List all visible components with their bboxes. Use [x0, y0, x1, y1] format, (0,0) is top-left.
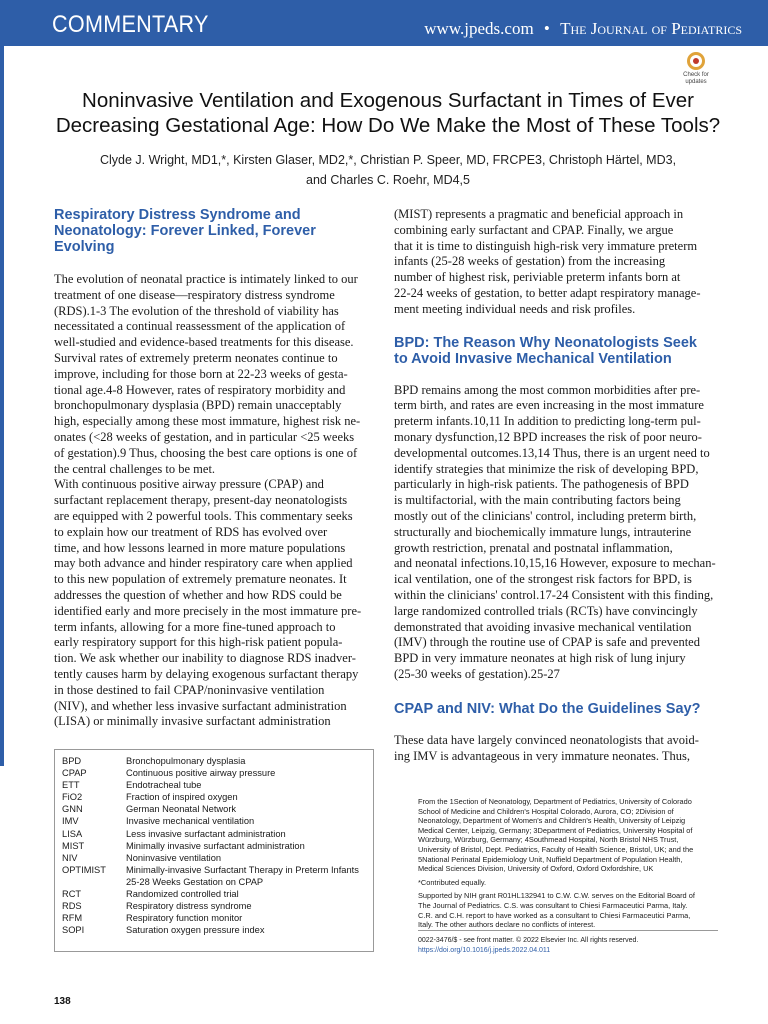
paragraph-line: The evolution of neonatal practice is intimately linked to our: [54, 272, 358, 286]
paragraph-line: BPD remains among the most common morbidities after pre-: [394, 382, 701, 397]
journal-name: The Journal of Pediatrics: [560, 19, 742, 38]
disclosure-line: C.R. and C.H. report to have worked as a consultant to Chiesi Farmaceutici Parma,: [418, 910, 691, 920]
abbreviation-row: [62, 755, 373, 767]
paragraph-line: term infants, allowing for a more fine-tuned approach to: [54, 619, 336, 634]
paragraph-line: in those destined to fail CPAP/noninvasive ventilation: [54, 682, 325, 697]
title-line: Decreasing Gestational Age: How Do We Make the Most of These Tools?: [55, 114, 721, 137]
paragraph-line: that it is time to distinguish high-risk very immature preterm: [394, 238, 698, 253]
author-list: [48, 150, 728, 190]
journal-line: [424, 20, 742, 37]
paragraph-line: identified early and more precisely in the most immature pre-: [54, 603, 362, 618]
abbreviation-term: SOPI: [62, 925, 85, 936]
body-text-cpap: [394, 733, 718, 765]
paragraph-line: necessitated a continual reassessment of the application of: [54, 319, 346, 334]
copyright-text: 0022-3476/$ - see front matter. © 2022 Elsevier Inc. All rights reserved.: [418, 937, 639, 944]
abbreviation-term: FiO2: [62, 792, 83, 803]
paragraph-line: number of highest risk, periviable preterm infants born at: [394, 270, 681, 285]
paragraph-line: Survival rates of extremely preterm neonates continue to: [54, 350, 338, 365]
paragraph-line: well-studied and evidence-based treatments for this disease.: [54, 335, 354, 350]
doi-link[interactable]: https://doi.org/10.1016/j.jpeds.2022.04.011: [418, 947, 551, 954]
check-for-updates-badge[interactable]: [676, 52, 716, 88]
abbreviation-definition: Minimally invasive surfactant administration: [126, 840, 305, 851]
section-label: COMMENTARY: [52, 11, 209, 38]
abbreviation-row: [62, 900, 373, 912]
paragraph-line: the central challenges to be met.: [54, 461, 216, 476]
abbreviation-row: [62, 791, 373, 803]
badge-line1: Check for: [683, 72, 709, 78]
abbreviation-definition: 25-28 Weeks Gestation on CPAP: [126, 876, 264, 887]
paragraph-line: mostly out of the clinicians' control, including preterm birth,: [394, 508, 697, 523]
right-column: [394, 207, 718, 764]
author-footnote: [418, 797, 718, 934]
abbreviation-row: [62, 852, 373, 864]
paragraph-line: of gestation).9 Thus, choosing the best care options is one of: [54, 445, 358, 460]
abbreviation-row: [62, 803, 373, 815]
abbreviation-definition: Noninvasive ventilation: [126, 852, 222, 863]
abbreviation-term: [62, 876, 126, 888]
paragraph-line: With continuous positive airway pressure (CPAP) and: [54, 477, 324, 492]
abbreviation-term: RCT: [62, 889, 82, 900]
affiliations: [418, 797, 718, 874]
abbreviation-term: ETT: [62, 780, 80, 791]
abbreviation-definition: German Neonatal Network: [126, 804, 237, 815]
abbreviation-row: [62, 767, 373, 779]
paragraph-line: onates (<28 weeks of gestation, and in particular <25 weeks: [54, 429, 355, 444]
abbreviation-definition: Endotracheal tube: [126, 780, 202, 791]
abbreviation-definition: Randomized controlled trial: [126, 889, 239, 900]
abbreviation-term: OPTIMIST: [62, 864, 106, 875]
abbreviation-row: [62, 888, 373, 900]
abbreviation-definition: Respiratory function monitor: [126, 913, 243, 924]
paragraph-line: ing IMV is advantageous in very immature neonates. Thus,: [394, 748, 691, 763]
paragraph-line: are equipped with 2 powerful tools. This commentary seeks: [54, 508, 353, 523]
paragraph-line: bronchopulmonary dysplasia (BPD) remain unacceptably: [54, 398, 342, 413]
section-heading-cpap: CPAP and NIV: What Do the Guidelines Say?: [394, 700, 701, 717]
paragraph-line: (NIV), and whether less invasive surfactant administration: [54, 698, 347, 713]
abbreviation-definition: Minimally-invasive Surfactant Therapy in Preterm Infants: [126, 864, 359, 875]
footnote-divider: [418, 930, 718, 931]
paragraph-line: monary dysfunction,12 BPD increases the risk of poor neuro-: [394, 429, 702, 444]
abbreviation-row: [62, 815, 373, 827]
copyright-block: [418, 936, 718, 956]
paragraph-line: improve, including for those born at 22-23 weeks of gesta-: [54, 366, 348, 381]
paragraph-line: ment meeting individual needs and risk profiles.: [394, 301, 636, 316]
paragraph-line: growth restriction, prenatal and postnatal inflammation,: [394, 540, 673, 555]
abbreviation-term: RFM: [62, 913, 83, 924]
abbreviation-definition: Continuous positive airway pressure: [126, 768, 276, 779]
abbreviation-definition: Bronchopulmonary dysplasia: [126, 756, 246, 766]
paragraph-line: early respiratory support for this high-risk patient popula-: [54, 635, 343, 650]
disclosure-line: Italy. The other authors declare no conflicts of interest.: [418, 920, 596, 930]
paragraph-line: to this new population of extremely premature neonates. It: [54, 572, 347, 587]
section-heading-rds: Respiratory Distress Syndrome and Neonatology: Forever Linked, Forever Evolving: [54, 207, 316, 255]
paragraph-line: tion. We ask whether our inability to diagnose RDS inadver-: [54, 651, 356, 666]
abbreviation-term: BPD: [62, 756, 82, 766]
left-column: [54, 207, 378, 730]
paragraph-line: surfactant replacement therapy, present-day neonatologists: [54, 493, 348, 508]
abbreviation-term: MIST: [62, 840, 85, 851]
paragraph-line: preterm infants.10,11 In addition to predicting long-term pul-: [394, 414, 701, 429]
abbreviation-term: RDS: [62, 901, 82, 912]
paragraph-line: addresses the question of whether and how RDS could be: [54, 587, 342, 602]
paragraph-line: time, and how lessons learned in more mature populations: [54, 540, 346, 555]
separator-dot: •: [543, 19, 550, 38]
author-line: and Charles C. Roehr, MD4,5: [306, 173, 470, 187]
paragraph-line: (MIST) represents a pragmatic and beneficial approach in: [394, 207, 684, 221]
abbreviations-box: [54, 749, 374, 952]
paragraph-line: high, especially among these most immature, highest risk ne-: [54, 414, 361, 429]
paragraph-line: 22-24 weeks of gestation, to better adapt respiratory manage-: [394, 285, 701, 300]
body-text-bpd: [394, 383, 718, 683]
abbreviation-row: [62, 828, 373, 840]
paragraph-line: particularly in high-risk patients. The pathogenesis of BPD: [394, 477, 689, 492]
funding-disclosure: [418, 891, 718, 929]
abbreviation-definition: Fraction of inspired oxygen: [126, 792, 238, 803]
paragraph-line: BPD in very immature neonates at high risk of lung injury: [394, 651, 686, 666]
paragraph-line: identify strategies that minimize the risk of developing BPD,: [394, 461, 699, 476]
paragraph-line: (LISA) or minimally invasive surfactant administration: [54, 714, 331, 729]
abbreviation-row: [62, 840, 373, 852]
title-line: Noninvasive Ventilation and Exogenous Surfactant in Times of Ever: [82, 89, 694, 112]
check-updates-icon: [687, 52, 705, 70]
abbreviation-term: GNN: [62, 804, 83, 815]
paragraph-line: is multifactorial, with the main contributing factors being: [394, 493, 681, 508]
paragraph-line: to explain how our treatment of RDS has evolved over: [54, 524, 328, 539]
disclosure-line: Supported by NIH grant R01HL132941 to C.W. C.W. serves on the Editorial Board of: [418, 891, 695, 901]
paragraph-line: may both advance and hinder respiratory care when applied: [54, 556, 353, 571]
paragraph-line: (25-30 weeks of gestation).25-27: [394, 666, 560, 681]
paragraph-line: (IMV) through the routine use of CPAP is safe and prevented: [394, 635, 700, 650]
affiliation-line: Neonatology, Department of Women's and Children's Health, University of Leipzig: [418, 816, 686, 826]
body-text-left: [54, 272, 378, 730]
abbreviation-row: [62, 912, 373, 924]
author-line: Clyde J. Wright, MD1,*, Kirsten Glaser, MD2,*, Christian P. Speer, MD, FRCPE3, Christoph Härtel, MD3,: [99, 153, 677, 167]
paragraph-line: (RDS).1-3 The evolution of the threshold of viability has: [54, 303, 339, 318]
affiliation-line: University of Bristol, Dept. Pediatrics, Faculty of Health Science, Bristol, UK; and the: [418, 844, 694, 854]
badge-line2: updates: [685, 79, 707, 85]
paragraph-line: and neonatal infections.10,15,16 However, exposure to mechan-: [394, 556, 716, 571]
paragraph-line: large randomized controlled trials (RCTs) have convincingly: [394, 603, 698, 618]
site-url[interactable]: www.jpeds.com: [424, 19, 534, 38]
disclosure-line: The Journal of Pediatrics. C.S. was consultant to Chiesi Farmaceutici Parma, Italy.: [418, 900, 688, 910]
affiliation-line: Medical Center, Leipzig, Germany; 3Department of Pediatrics, University Hospital of: [418, 825, 693, 835]
paragraph-line: within the clinicians' control.17-24 Consistent with this finding,: [394, 587, 714, 602]
abbreviation-term: IMV: [62, 816, 79, 827]
abbreviation-row: [62, 779, 373, 791]
affiliation-line: School of Medicine and Children's Hospital Colorado, Aurora, CO; 2Division of: [418, 806, 674, 816]
affiliation-line: Würzburg, Würzburg, Germany; 4Southmead Hospital, North Bristol NHS Trust,: [418, 835, 679, 845]
abbreviation-definition: Saturation oxygen pressure index: [126, 925, 265, 936]
paragraph-line: These data have largely convinced neonatologists that avoid-: [394, 732, 699, 747]
paragraph-line: term birth, and rates are even increasing in the most immature: [394, 398, 704, 413]
affiliation-line: From the 1Section of Neonatology, Department of Pediatrics, University of Colorado: [418, 797, 692, 806]
affiliation-line: Medical Sciences Division, University of Oxford, Oxford Oxfordshire, UK: [418, 864, 654, 874]
paragraph-line: developmental outcomes.13,14 Thus, there is an urgent need to: [394, 445, 710, 460]
abbreviation-definition: Invasive mechanical ventilation: [126, 816, 255, 827]
contributed-note: *Contributed equally.: [418, 877, 487, 887]
abbreviation-term: NIV: [62, 852, 78, 863]
body-text-right-intro: [394, 207, 718, 318]
paragraph-line: tional age.4-8 However, rates of respiratory morbidity and: [54, 382, 346, 397]
abbreviation-row: [62, 864, 373, 876]
paragraph-line: structurally and biochemically immature lungs, intrauterine: [394, 524, 692, 539]
abbreviation-term: CPAP: [62, 768, 87, 779]
abbreviation-term: LISA: [62, 828, 83, 839]
abbreviation-row: [62, 924, 373, 936]
paragraph-line: tently causes harm by delaying exogenous surfactant therapy: [54, 666, 359, 681]
section-heading-bpd: BPD: The Reason Why Neonatologists Seek to Avoid Invasive Mechanical Ventilation: [394, 334, 697, 367]
abbreviation-definition: Respiratory distress syndrome: [126, 901, 252, 912]
abbreviation-definition: Less invasive surfactant administration: [126, 828, 286, 839]
paragraph-line: demonstrated that avoiding invasive mechanical ventilation: [394, 619, 692, 634]
paragraph-line: ical ventilation, one of the strongest risk factors for BPD, is: [394, 572, 692, 587]
article-title: [48, 88, 728, 138]
paragraph-line: infants (25-28 weeks of gestation) from the increasing: [394, 254, 666, 269]
page-number: 138: [54, 996, 71, 1007]
paragraph-line: combining early surfactant and CPAP. Finally, we argue: [394, 222, 674, 237]
paragraph-line: treatment of one disease—respiratory distress syndrome: [54, 287, 335, 302]
affiliation-line: 5National Perinatal Epidemiology Unit, Nuffield Department of Population Health,: [418, 854, 683, 864]
abbreviation-row: [62, 876, 373, 888]
margin-stripe: [0, 46, 4, 766]
